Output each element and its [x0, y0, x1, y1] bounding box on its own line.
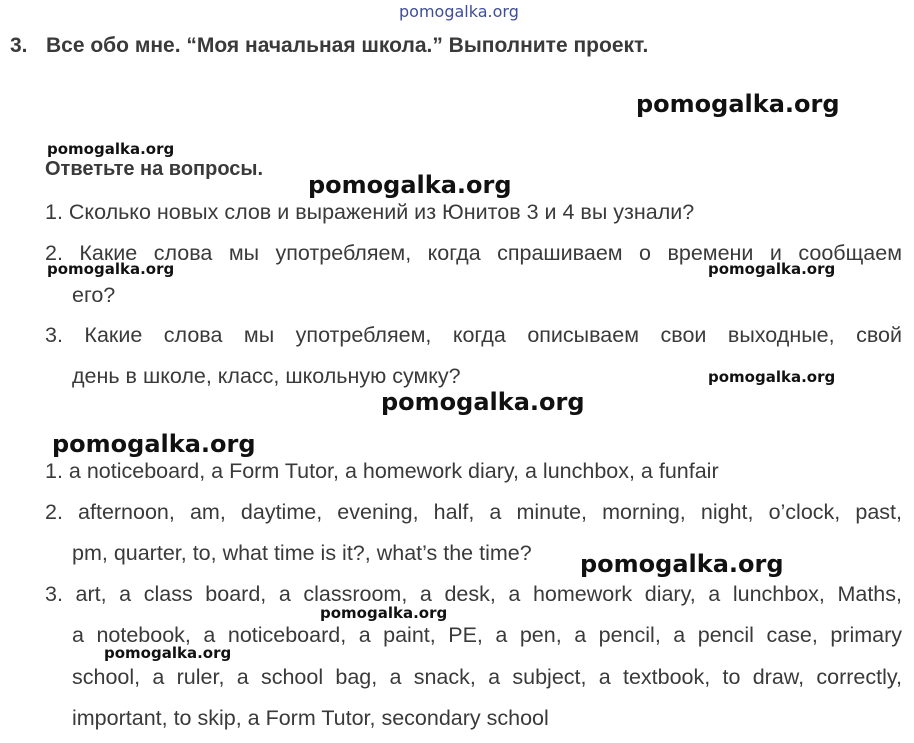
task-title-text: Все обо мне. “Моя начальная школа.” Выполните проект. — [46, 34, 649, 57]
watermark: pomogalka.org — [47, 260, 175, 278]
watermark: pomogalka.org — [47, 140, 175, 158]
watermark: pomogalka.org — [52, 430, 256, 458]
answer-line: a notebook, a noticeboard, a paint, PE, a pen, a pencil, a pencil case, primary — [72, 623, 902, 647]
question-line: 3. Какие слова мы употребляем, когда описываем свои выходные, свой — [45, 323, 902, 347]
task-number: 3. — [10, 34, 28, 57]
watermark: pomogalka.org — [636, 90, 840, 118]
answer-line: important, to skip, a Form Tutor, secondary school — [72, 706, 549, 730]
answer-line: school, a ruler, a school bag, a snack, a subject, a textbook, to draw, correctly, — [72, 665, 902, 689]
answer-line: 1. a noticeboard, a Form Tutor, a homework diary, a lunchbox, a funfair — [45, 459, 719, 483]
question-line: 2. Какие слова мы употребляем, когда спрашиваем о времени и сообщаем — [45, 241, 902, 265]
watermark: pomogalka.org — [708, 260, 836, 278]
question-line: день в школе, класс, школьную сумку? — [72, 364, 461, 388]
answer-line: pm, quarter, to, what time is it?, what’s the time? — [72, 541, 532, 565]
watermark: pomogalka.org — [308, 171, 512, 199]
question-line: его? — [72, 283, 116, 307]
watermark: pomogalka.org — [580, 550, 784, 578]
question-line: 1. Сколько новых слов и выражений из Юнитов 3 и 4 вы узнали? — [45, 200, 695, 224]
watermark: pomogalka.org — [708, 368, 836, 386]
questions-heading: Ответьте на вопросы. — [45, 158, 264, 180]
task-title — [10, 34, 648, 58]
answer-line: 2. afternoon, am, daytime, evening, half, a minute, morning, night, o’clock, past, — [45, 500, 902, 524]
watermark: pomogalka.org — [320, 604, 448, 622]
watermark: pomogalka.org — [104, 644, 232, 662]
answer-line: 3. art, a class board, a classroom, a desk, a homework diary, a lunchbox, Maths, — [45, 582, 902, 606]
watermark: pomogalka.org — [381, 388, 585, 416]
watermark-top: pomogalka.org — [399, 2, 519, 21]
